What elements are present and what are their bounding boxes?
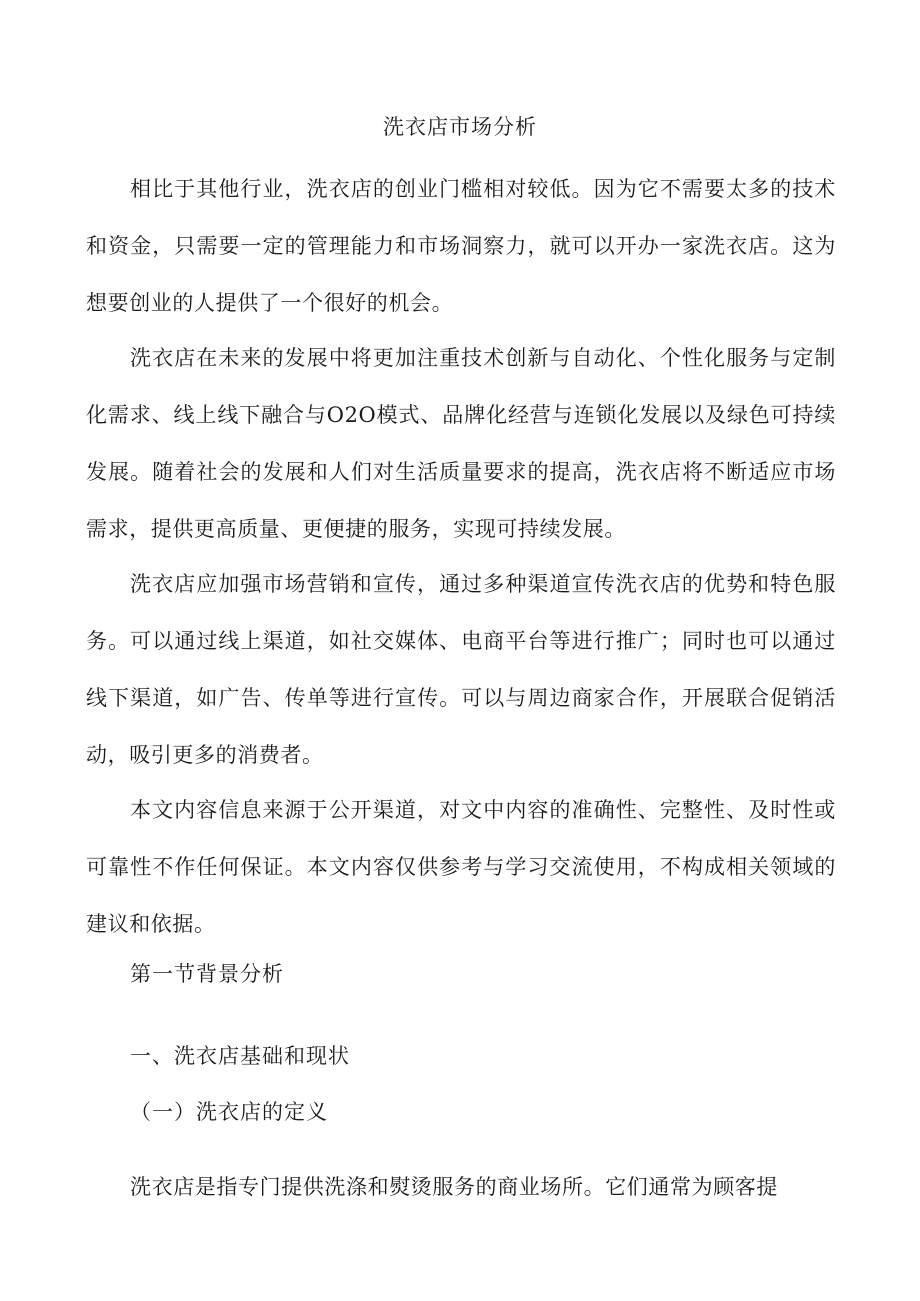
paragraph-5: 洗衣店是指专门提供洗涤和熨烫服务的商业场所。它们通常为顾客提 — [130, 1175, 778, 1199]
paragraph-2: 洗衣店在未来的发展中将更加注重技术创新与自动化、个性化服务与定制化需求、线上线下融合与O2O模式、品牌化经营与连锁化发展以及绿色可持续发展。随着社会的发展和人们对生活质量要求的提高，洗衣店将不断适应市场需求，提供更高质量、更便捷的服务，实现可持续发展。 — [86, 346, 836, 541]
subheading-level-1: 一、洗衣店基础和现状 — [130, 1044, 350, 1068]
paragraph-3: 洗衣店应加强市场营销和宣传，通过多种渠道宣传洗衣店的优势和特色服务。可以通过线上渠道，如社交媒体、电商平台等进行推广；同时也可以通过线下渠道，如广告、传单等进行宣传。可以与周边商家合作，开展联合促销活动，吸引更多的消费者。 — [86, 572, 836, 767]
paragraph-4-disclaimer: 本文内容信息来源于公开渠道，对文中内容的准确性、完整性、及时性或可靠性不作任何保证。本文内容仅供参考与学习交流使用，不构成相关领域的建议和依据。 — [86, 798, 836, 936]
paragraph-1: 相比于其他行业，洗衣店的创业门槛相对较低。因为它不需要太多的技术和资金，只需要一定的管理能力和市场洞察力，就可以开办一家洗衣店。这为想要创业的人提供了一个很好的机会。 — [86, 177, 836, 315]
document-title: 洗衣店市场分析 — [383, 115, 537, 139]
subheading-level-2: （一）洗衣店的定义 — [130, 1100, 328, 1124]
section-heading: 第一节背景分析 — [130, 962, 284, 986]
